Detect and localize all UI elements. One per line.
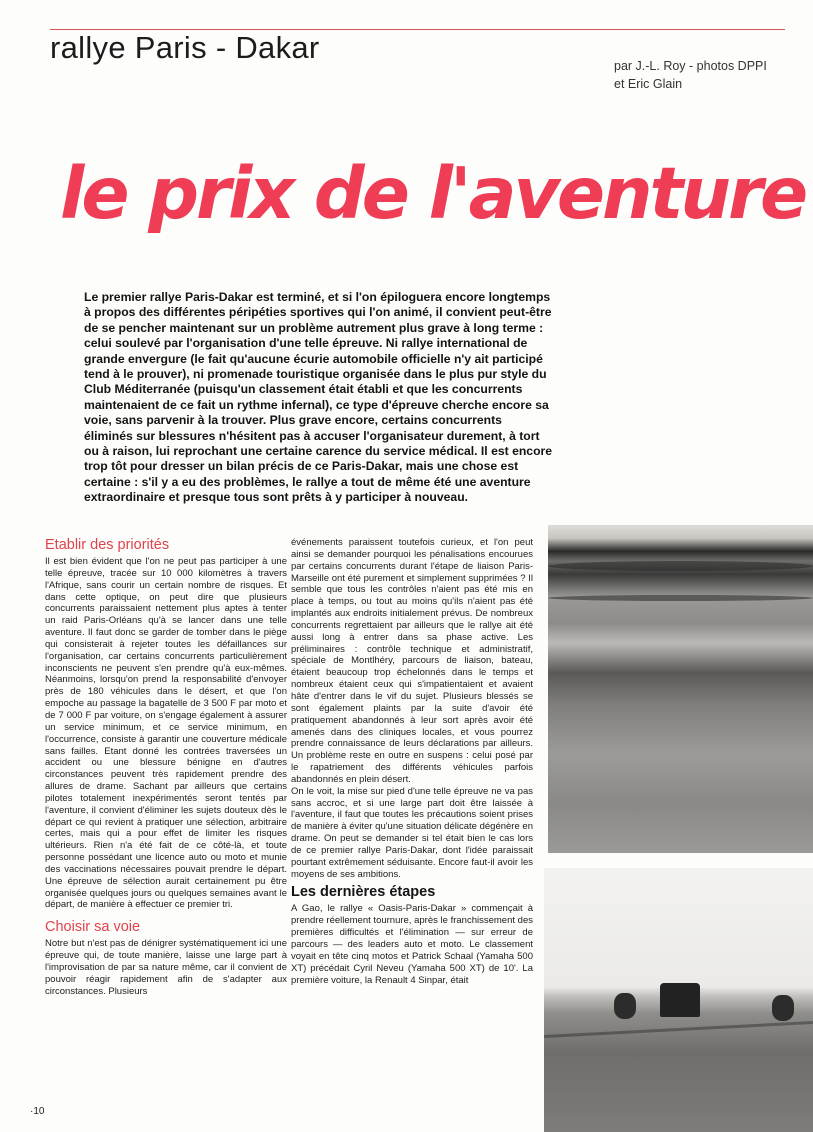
- credits-author: par J.-L. Roy - photos DPPI: [614, 59, 767, 73]
- motorcycle-figure: [772, 995, 794, 1021]
- subheading-dernieres-etapes: Les dernières étapes: [291, 884, 436, 901]
- article-headline: le prix de l'aventure: [60, 152, 806, 235]
- dune-shadow: [548, 595, 813, 601]
- section-choisir-body: Notre but n'est pas de dénigrer systématiquement ici une épreuve qui, de toute manière, laisse une large part à l'improvisation de par sa nature même, car il convient de pouvoir réagir rapidement afin de s'adapter aux circonstances. Plusieurs: [45, 938, 287, 997]
- page-number: ·10: [30, 1106, 45, 1117]
- column2-paragraph-1: événements paraissent toutefois curieux, et l'on peut ainsi se demander pourquoi les pénalisations encourues par certains concurrents durant l'étape de liaison Paris-Marseille ont été purement et simplement supprimées ? Il semble que tous les contrôles n'aient pas été mis en place à temps, ou tout au moins qu'ils n'aient pas été implantés aux endroits initialement prévus. De nombreux concurrents regrettaient par ailleurs que le rallye ait été aussi long à entrer dans sa phase active. Les préliminaires : contrôle technique et administratif, spéciale de Montlhéry, parcours de liaison, bateau, étaient beaucoup trop échelonnés dans le temps et nombreux étaient ceux qui s'impatientaient et avaient hâte d'entrer dans le vif du sujet. Plusieurs blessés se sont également plaints par la suite d'avoir été pratiquement abandonnés à leur sort après avoir été amenés dans des cliniques locales, et vous pourrez prendre connaissance de leurs déclarations par ailleurs. Un problème reste en outre en suspens : celui posé par le rapatriement des différents véhicules parfois abandonnés en plein désert.: [291, 537, 533, 785]
- article-intro: Le premier rallye Paris-Dakar est terminé, et si l'on épiloguera encore longtemps à propos des différentes péripéties sportives qui l'on animé, il convient peut-être de se pencher maintenant sur un problème autrement plus grave à long terme : celui soulevé par l'organisation d'une telle épreuve. Ni rallye international de grande envergure (le fait qu'aucune écurie automobile officielle n'y ait participé tend à le prouver), ni promenade touristique organisée dans le plus pur style du Club Méditerranée (puisqu'un classement était établi et que les concurrents maintenaient de ce fait un rythme infernal), ce type d'épreuve cherche encore sa voie, sans parvenir à la trouver. Plus grave encore, certains concurrents éliminés sur blessures n'hésitent pas à accuser l'organisateur durement, à tort ou à raison, lui reprochant une certaine carence du service médical. Il est encore trop tôt pour dresser un bilan précis de ce Paris-Dakar, mais une chose est certaine : s'il y a eu des problèmes, le rallye a tout de même été une aventure extraordinaire et presque tous sont prêts à y participer à nouveau.: [84, 290, 553, 505]
- desert-dunes-photo: [548, 525, 813, 853]
- rally-car-figure: [660, 983, 700, 1017]
- subheading-priorites: Etablir des priorités: [45, 537, 170, 553]
- section-priorites-body: Il est bien évident que l'on ne peut pas participer à une telle épreuve, tracée sur 10 000 kilomètres à travers l'Afrique, sans courir un certain nombre de risques. Et dans cette optique, on peut dire que plusieurs concurrents paraissaient nettement plus aptes à tenter un raid Paris-Orléans qu'à se lancer dans une telle aventure. Il faut donc se garder de tomber dans le piège qui consisterait à rejeter toutes les défaillances sur l'organisation, car certains concurrents particulièrement inconscients ne peuvent s'en prendre qu'à eux-mêmes. Néanmoins, lorsqu'on prend la responsabilité d'envoyer près de 180 véhicules dans le désert, et que l'on empoche au passage la bagatelle de 3 500 F par moto et de 7 000 F par voiture, on s'engage également à assurer un service minimum, et ce service minimum, en l'occurrence, consiste à garantir une couverture médicale sans failles. Etant donné les contrées traversées un accident ou une blessure bénigne en d'autres circonstances peuvent très rapidement prendre des allures de drame. Sachant par ailleurs que certains pilotes totalement inexpérimentés seront tentés par l'aventure, il convient d'éliminer les sujets douteux dès le départ ce qui revient à pratiquer une sélection, arbitraire certes, mais qui a pour effet de limiter les risques ultérieurs. Rien n'a été fait de ce côté-là, et toute personne possédant une licence auto ou moto et munie des vaccinations nécessaires pouvait prendre le départ. Une épreuve de sélection aurait certainement pu être organisée quelques jours ou quelques semaines avant le départ, de manière à effectuer ce premier tri.: [45, 556, 287, 911]
- section-dernieres-body: A Gao, le rallye « Oasis-Paris-Dakar » commençait à prendre réellement tournure, après le franchissement des premières difficultés et l'élimination — sur erreur de parcours — des leaders auto et moto. Le classement voyait en tête cinq motos et Patrick Schaal (Yamaha 500 XT) précédait Cyril Neveu (Yamaha 500 XT) de 10'. La première voiture, la Renault 4 Sinpar, était: [291, 903, 533, 986]
- subheading-choisir: Choisir sa voie: [45, 919, 141, 936]
- column2-paragraph-2: On le voit, la mise sur pied d'une telle épreuve ne va pas sans accroc, et si une large part doit être laissée à l'aventure, il faut que toutes les précautions soient prises de manière à éviter qu'une situation délicate dégénère en drame. On peut se demander si tel était bien le cas lors de ce premier rallye Paris-Dakar, dont l'idée paraissait pourtant extrêmement séduisante. Encore faut-il avoir les moyens de ses ambitions.: [291, 785, 533, 880]
- motorcycle-figure: [614, 993, 636, 1019]
- text-column-1: [45, 537, 287, 998]
- credits-photographer: et Eric Glain: [614, 77, 683, 91]
- section-title: rallye Paris - Dakar: [50, 30, 320, 65]
- text-column-2: [291, 537, 533, 986]
- tire-track: [544, 1021, 813, 1038]
- rally-vehicles-photo: [544, 868, 813, 1132]
- dune-shadow: [548, 561, 813, 571]
- photo-credits: [614, 57, 767, 93]
